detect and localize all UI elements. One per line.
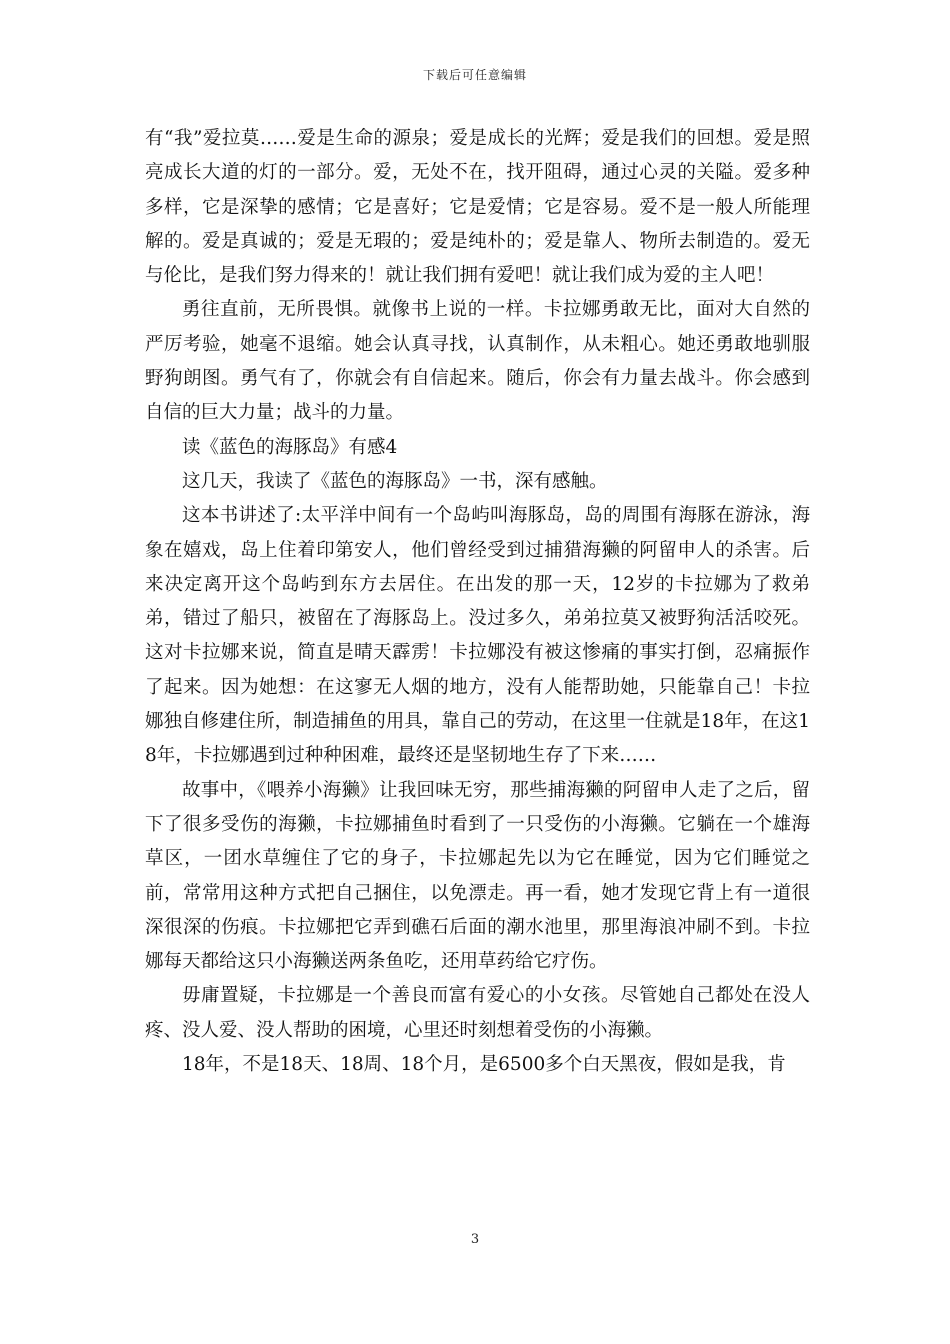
- paragraph-eighteen-years: 18年，不是18天、18周、18个月，是6500多个白天黑夜，假如是我，肯: [182, 1054, 786, 1076]
- page-number: 3: [470, 1232, 480, 1247]
- section-heading: 读《蓝色的海豚岛》有感4: [182, 436, 398, 458]
- paragraph-intro: 这几天，我读了《蓝色的海豚岛》一书，深有感触。: [182, 470, 608, 492]
- header-note: 下载后可任意编辑: [422, 68, 527, 82]
- document-body: [145, 122, 810, 1082]
- paragraph-courage: 勇往直前，无所畏惧。就像书上说的一样。卡拉娜勇敢无比，面对大自然的严厉考验，她毫不退缩。她会认真寻找，认真制作，从未粗心。她还勇敢地驯服野狗朗图。勇气有了，你就会有自信起来。随后，你会有力量去战斗。你会感到自信的巨大力量；战斗的力量。: [145, 299, 810, 424]
- paragraph-summary: 这本书讲述了:太平洋中间有一个岛屿叫海豚岛，岛的周围有海豚在游泳，海象在嬉戏，岛上住着印第安人，他们曾经受到过捕猎海獭的阿留申人的杀害。后来决定离开这个岛屿到东方去居住。在出发的那一天，12岁的卡拉娜为了救弟弟，错过了船只，被留在了海豚岛上。没过多久，弟弟拉莫又被野狗活活咬死。这对卡拉娜来说，简直是晴天霹雳！卡拉娜没有被这惨痛的事实打倒，忍痛振作了起来。因为她想：在这寥无人烟的地方，没有人能帮助她，只能靠自己！卡拉娜独自修建住所，制造捕鱼的用具，靠自己的劳动，在这里一住就是18年，在这18年，卡拉娜遇到过种种困难，最终还是坚韧地生存了下来……: [145, 505, 810, 767]
- paragraph-love: 有“我”爱拉莫……爱是生命的源泉；爱是成长的光辉；爱是我们的回想。爱是照亮成长大道的灯的一部分。爱，无处不在，找开阻碍，通过心灵的关隘。爱多种多样，它是深挚的感情；它是喜好；它是爱情；它是容易。爱不是一般人所能理解的。爱是真诚的；爱是无瑕的；爱是纯朴的；爱是靠人、物所去制造的。爱无与伦比，是我们努力得来的！就让我们拥有爱吧！就让我们成为爱的主人吧！: [145, 128, 810, 287]
- paragraph-sea-otter: 故事中，《喂养小海獭》让我回味无穷，那些捕海獭的阿留申人走了之后，留下了很多受伤的海獭，卡拉娜捕鱼时看到了一只受伤的小海獭。它躺在一个雄海草区，一团水草缠住了它的身子，卡拉娜起先以为它在睡觉，因为它们睡觉之前，常常用这种方式把自己捆住，以免漂走。再一看，她才发现它背上有一道很深很深的伤痕。卡拉娜把它弄到礁石后面的潮水池里，那里海浪冲刷不到。卡拉娜每天都给这只小海獭送两条鱼吃，还用草药给它疗伤。: [145, 779, 810, 973]
- paragraph-kindness: 毋庸置疑，卡拉娜是一个善良而富有爱心的小女孩。尽管她自己都处在没人疼、没人爱、没人帮助的困境，心里还时刻想着受伤的小海獭。: [145, 985, 810, 1041]
